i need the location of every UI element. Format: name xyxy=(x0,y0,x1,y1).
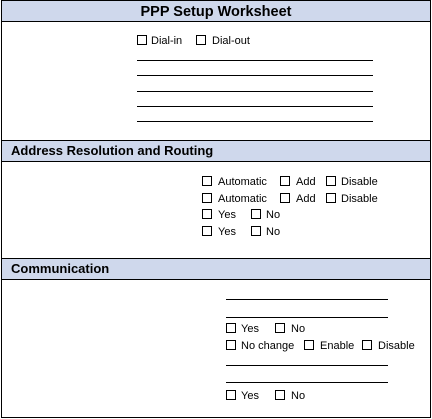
routing-add-label: Add xyxy=(296,193,316,205)
routing-add-checkbox[interactable] xyxy=(280,193,290,203)
address-resolution-heading: Address Resolution and Routing xyxy=(2,140,430,162)
routing-automatic-label: Automatic xyxy=(218,193,267,205)
hardware-no-change-checkbox[interactable] xyxy=(226,340,236,350)
routing-automatic-checkbox[interactable] xyxy=(202,193,212,203)
force-peer-yes-checkbox[interactable] xyxy=(202,226,212,236)
hardware-disable-checkbox[interactable] xyxy=(362,340,372,350)
hardware-disable-label: Disable xyxy=(378,340,415,352)
arp-add-label: Add xyxy=(296,176,316,188)
negotiation-no-checkbox[interactable] xyxy=(251,209,261,219)
network-mask-field[interactable] xyxy=(137,91,373,92)
force-peer-yes-label: Yes xyxy=(218,226,236,238)
speed-field[interactable] xyxy=(137,121,373,122)
debugging-no-label: No xyxy=(291,390,306,402)
local-ip-field[interactable] xyxy=(137,60,373,61)
debugging-no-checkbox[interactable] xyxy=(275,390,285,400)
remote-ip-field[interactable] xyxy=(137,75,373,76)
negotiation-no-label: No xyxy=(266,209,281,221)
negotiation-yes-checkbox[interactable] xyxy=(202,209,212,219)
dial-out-label: Dial-out xyxy=(212,35,250,47)
dial-in-checkbox[interactable] xyxy=(137,35,147,45)
arp-automatic-label: Automatic xyxy=(218,176,267,188)
mru-field[interactable] xyxy=(226,299,388,300)
worksheet-title: PPP Setup Worksheet xyxy=(2,0,430,22)
software-flow-no-checkbox[interactable] xyxy=(275,323,285,333)
routing-disable-checkbox[interactable] xyxy=(326,193,336,203)
arp-disable-label: Disable xyxy=(341,176,378,188)
dial-out-checkbox[interactable] xyxy=(196,35,206,45)
force-peer-no-checkbox[interactable] xyxy=(251,226,261,236)
arp-disable-checkbox[interactable] xyxy=(326,176,336,186)
arp-add-checkbox[interactable] xyxy=(280,176,290,186)
debugging-yes-label: Yes xyxy=(241,390,259,402)
terminal-name-field[interactable] xyxy=(137,106,373,107)
ppp-setup-worksheet xyxy=(1,0,431,418)
hardware-no-change-label: No change xyxy=(241,340,295,352)
debugging-yes-checkbox[interactable] xyxy=(226,390,236,400)
hardware-enable-label: Enable xyxy=(320,340,355,352)
hardware-enable-checkbox[interactable] xyxy=(304,340,314,350)
lcp-interval-field[interactable] xyxy=(226,382,388,383)
dial-in-label: Dial-in xyxy=(151,35,183,47)
negotiation-yes-label: Yes xyxy=(218,209,236,221)
routing-disable-label: Disable xyxy=(341,193,378,205)
software-flow-yes-checkbox[interactable] xyxy=(226,323,236,333)
force-peer-no-label: No xyxy=(266,226,281,238)
software-flow-yes-label: Yes xyxy=(241,323,259,335)
lcp-requests-field[interactable] xyxy=(226,365,388,366)
software-flow-no-label: No xyxy=(291,323,306,335)
accm-field[interactable] xyxy=(226,317,388,318)
arp-automatic-checkbox[interactable] xyxy=(202,176,212,186)
communication-heading: Communication xyxy=(2,258,430,280)
